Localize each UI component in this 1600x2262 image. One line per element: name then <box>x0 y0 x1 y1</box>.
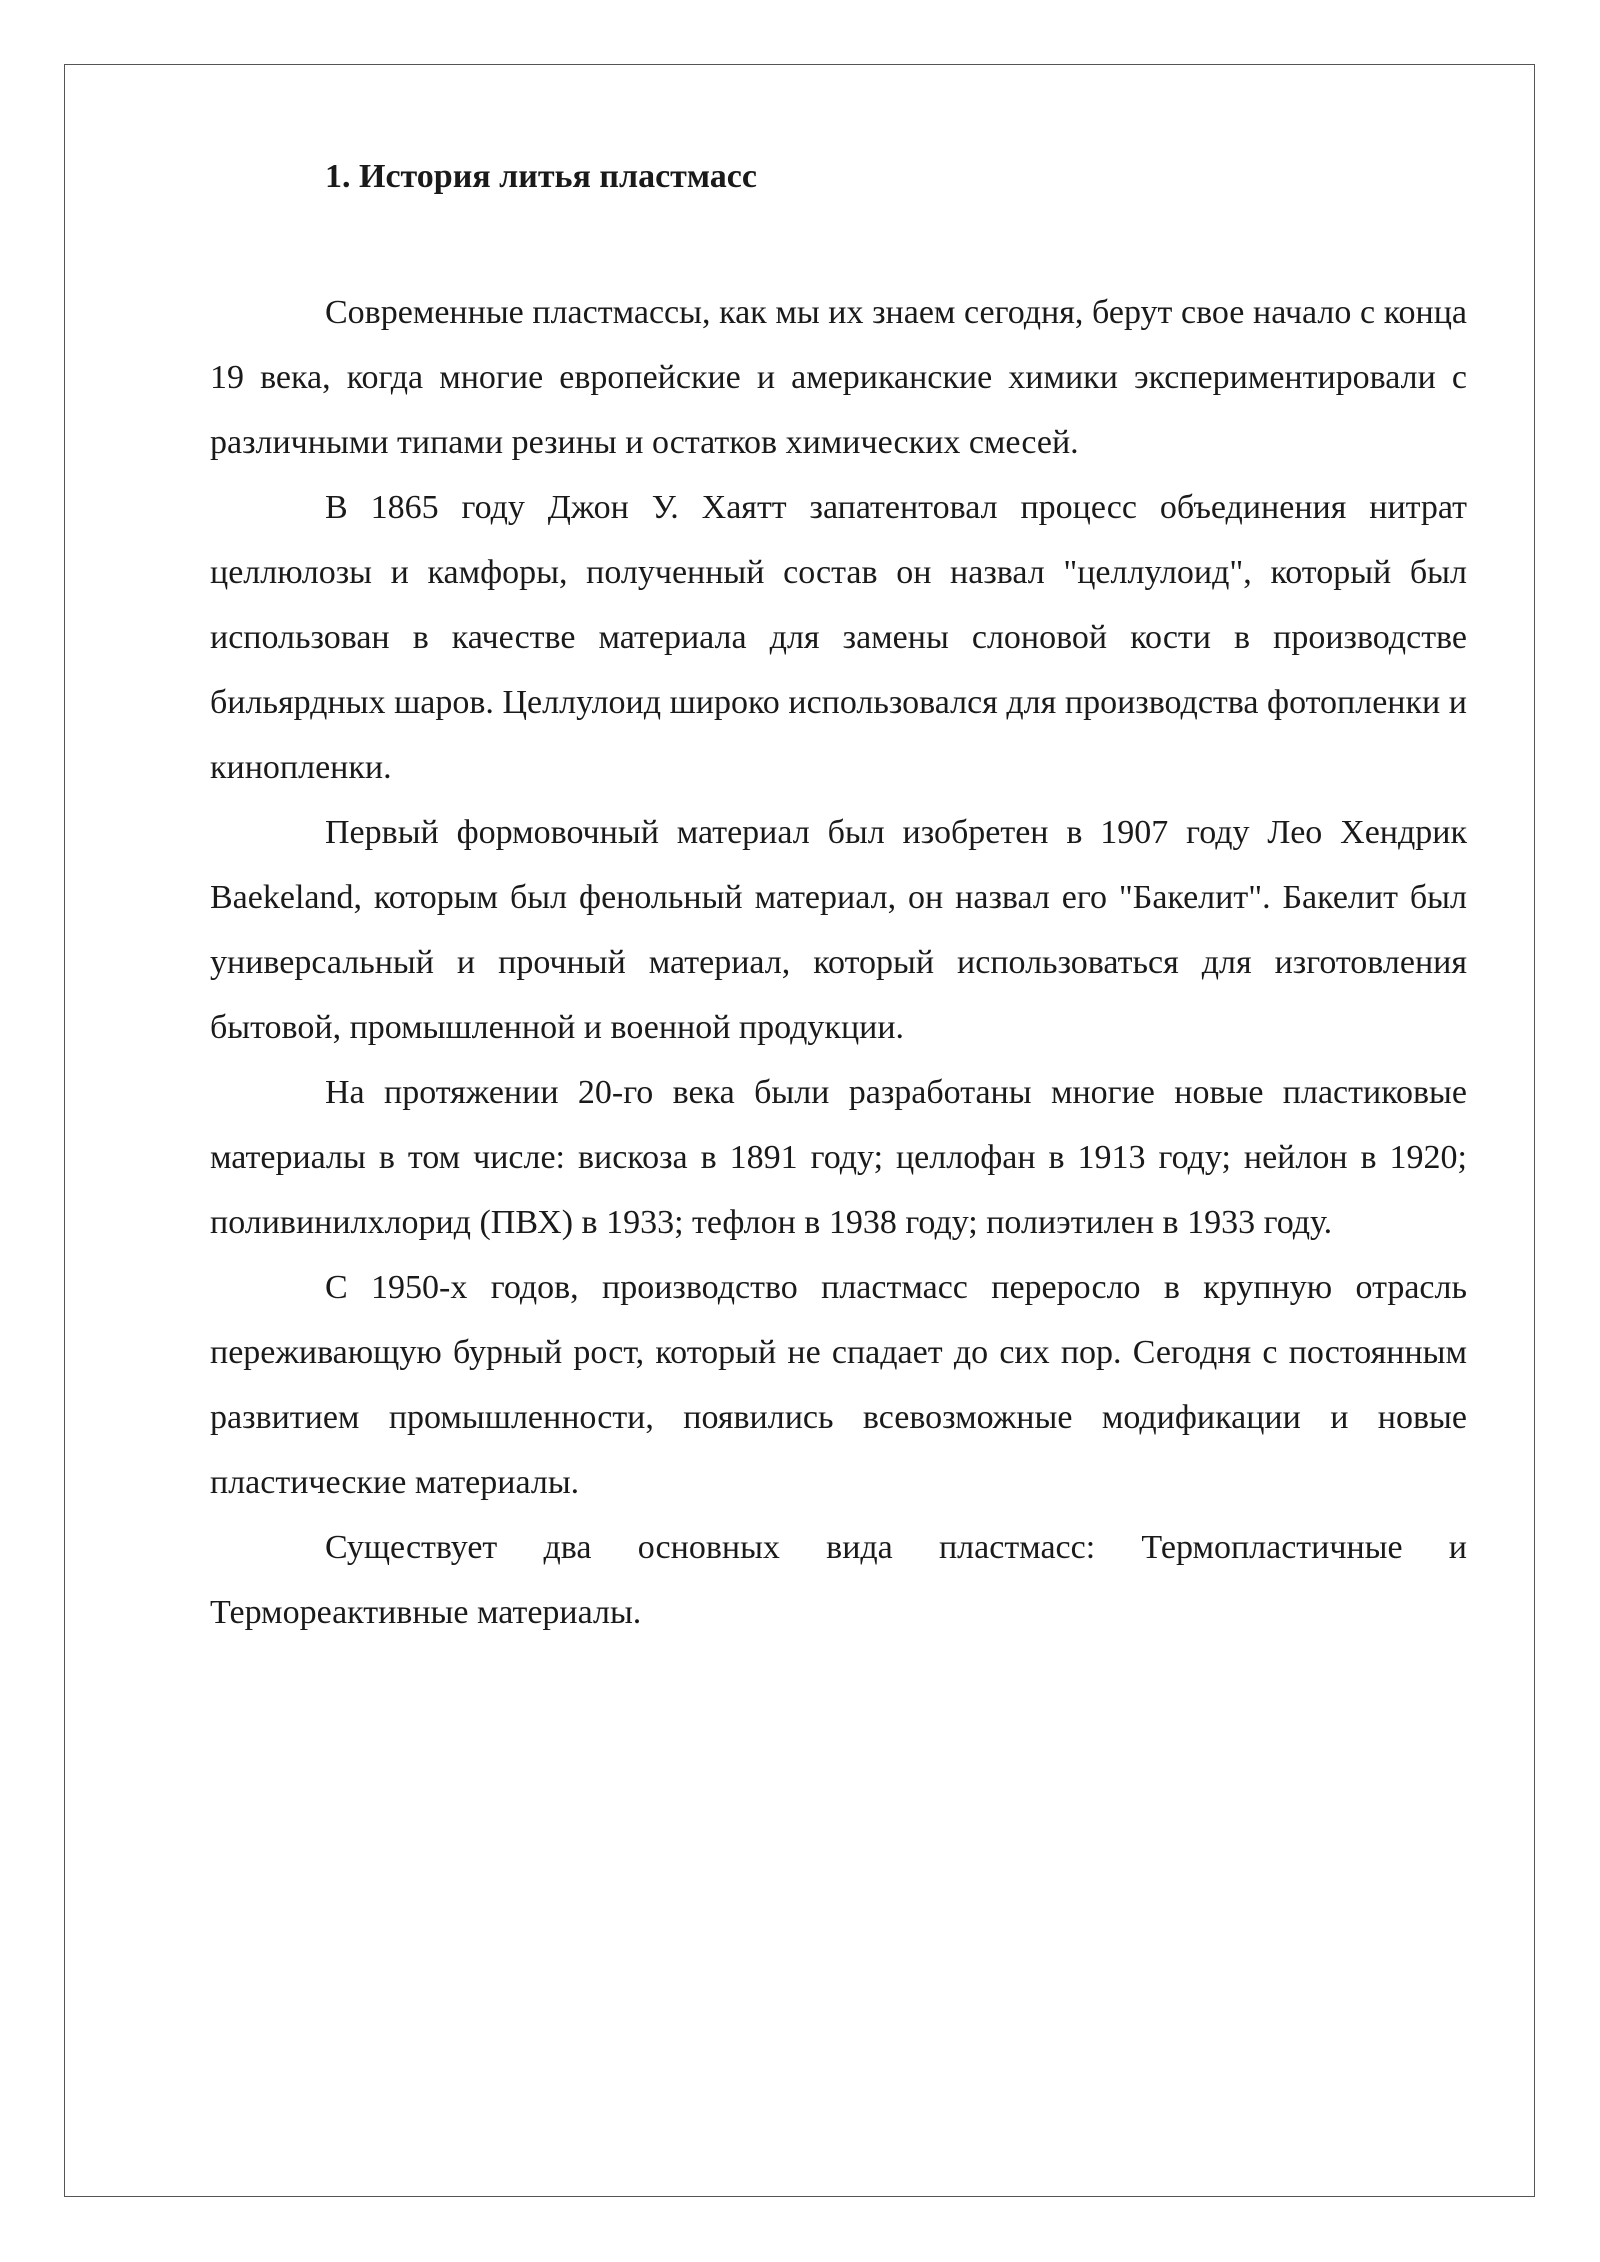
paragraph: На протяжении 20-го века были разработаны многие новые пластиковые материалы в том числе: вискоза в 1891 году; целлофан в 1913 году; нейлон в 1920; поливинилхлорид (ПВХ) в 1933; тефлон в 1938 году; полиэтилен в 1933 году. <box>210 1074 1467 1241</box>
paragraph: Существует два основных вида пластмасс: Термопластичные и Термореактивные материалы. <box>210 1529 1467 1631</box>
paragraph: Первый формовочный материал был изобретен в 1907 году Лео Хендрик Baekeland, которым был фенольный материал, он назвал его "Бакелит". Бакелит был универсальный и прочный материал, который использоваться для изготовления бытовой, промышленной и военной продукции. <box>210 814 1467 1046</box>
paragraph: В 1865 году Джон У. Хаятт запатентовал процесс объединения нитрат целлюлозы и камфоры, полученный состав он назвал "целлулоид", который был использован в качестве материала для замены слоновой кости в производстве бильярдных шаров. Целлулоид широко использовался для производства фотопленки и кинопленки. <box>210 489 1467 786</box>
paragraph: С 1950-х годов, производство пластмасс переросло в крупную отрасль переживающую бурный рост, который не спадает до сих пор. Сегодня с постоянным развитием промышленности, появились всевозможные модификации и новые пластические материалы. <box>210 1269 1467 1501</box>
paragraph: Современные пластмассы, как мы их знаем сегодня, берут свое начало с конца 19 века, когда многие европейские и американские химики экспериментировали с различными типами резины и остатков химических смесей. <box>210 294 1467 461</box>
paragraph-list <box>210 280 1467 1645</box>
document-body <box>210 150 1467 1645</box>
section-heading: 1. История литья пластмасс <box>325 158 757 195</box>
